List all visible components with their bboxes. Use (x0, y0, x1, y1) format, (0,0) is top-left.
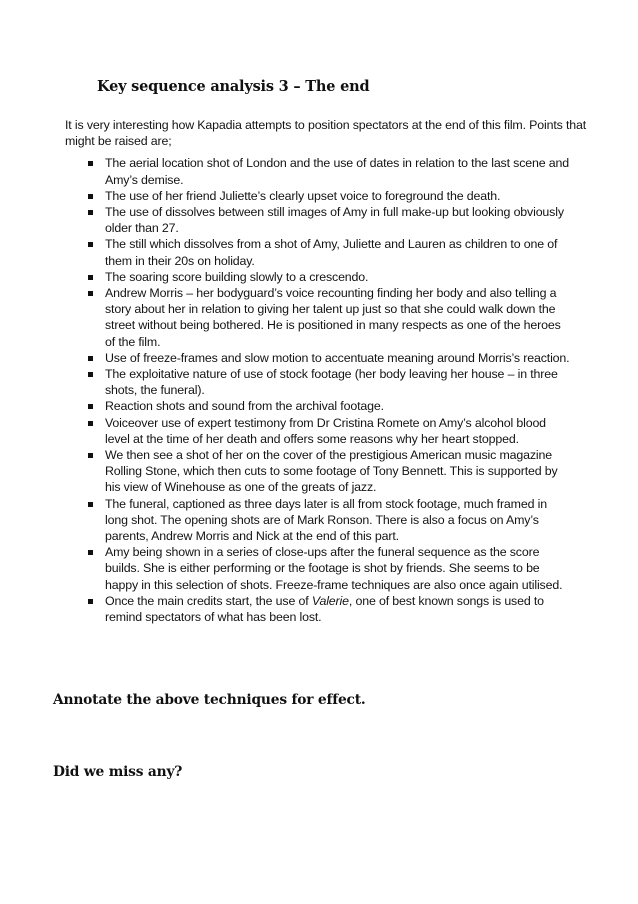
bullet-text: The funeral, captioned as three days later is all from stock footage, much framed in long shot. The opening shots are of Mark Ronson. There is also a focus on Amy’s parents, Andrew Morris and Nick at the end of this part. (105, 496, 547, 544)
bullet-item (105, 447, 570, 496)
bullet-item (105, 188, 570, 204)
song-title: Valerie (311, 593, 349, 608)
bullet-text: The still which dissolves from a shot of Amy, Juliette and Lauren as children to one of them in their 20s on holiday. (105, 237, 558, 268)
bullet-text: The exploitative nature of use of stock footage (her body leaving her house – in three shots, the funeral). (105, 367, 558, 398)
square-bullet-icon (88, 453, 93, 458)
bullet-item (105, 415, 570, 447)
bullet-item (105, 593, 570, 625)
bullet-text-before: Once the main credits start, the use of (105, 593, 312, 608)
bullet-item (105, 366, 570, 398)
bullet-text: Andrew Morris – her bodyguard’s voice recounting finding her body and also telling a story about her in relation to giving her talent up just so that she could walk down the street without being bothered. He is positioned in many respects as one of the heroes of the film. (105, 286, 561, 349)
bullet-item (105, 269, 570, 285)
square-bullet-icon (88, 372, 93, 377)
bullet-text: Amy being shown in a series of close-ups after the funeral sequence as the score builds. She is either performing or the footage is shot by friends. She seems to be happy in this selection of shots. Freeze-frame techniques are also once again utilised. (105, 545, 563, 592)
page-heading: Key sequence analysis 3 – The end (97, 78, 370, 95)
square-bullet-icon (88, 161, 93, 166)
bullet-text: The soaring score building slowly to a crescendo. (105, 269, 369, 284)
annotate-prompt: Annotate the above techniques for effect. (53, 692, 366, 708)
square-bullet-icon (88, 356, 93, 361)
bullet-text-after: , one of best known songs is used to remind spectators of what has been lost. (105, 593, 544, 625)
bullet-item (105, 398, 570, 414)
square-bullet-icon (88, 275, 93, 280)
bullet-item (105, 204, 570, 236)
bullet-item (105, 236, 570, 268)
intro-paragraph: It is very interesting how Kapadia attempts to position spectators at the end of this film. Points that might be raised are; (65, 118, 587, 149)
square-bullet-icon (88, 242, 93, 247)
bullet-text: Use of freeze-frames and slow motion to accentuate meaning around Morris’s reaction. (105, 350, 570, 365)
bullet-item (105, 350, 570, 366)
bullet-item (105, 496, 570, 545)
square-bullet-icon (88, 599, 93, 604)
bullet-text: Reaction shots and sound from the archival footage. (105, 399, 384, 414)
bullet-item (105, 544, 570, 593)
missed-prompt: Did we miss any? (53, 764, 183, 780)
bullet-item (105, 155, 570, 187)
square-bullet-icon (88, 210, 93, 215)
square-bullet-icon (88, 194, 93, 199)
square-bullet-icon (88, 291, 93, 296)
bullet-text: We then see a shot of her on the cover of the prestigious American music magazine Rolling Stone, which then cuts to some footage of Tony Bennett. This is supported by his view of Winehouse as one of the greats of jazz. (105, 448, 558, 495)
square-bullet-icon (88, 404, 93, 409)
bullet-text: The use of dissolves between still images of Amy in full make-up but looking obviously older than 27. (105, 205, 564, 236)
bullet-text: The aerial location shot of London and the use of dates in relation to the last scene and Amy’s demise. (105, 156, 570, 187)
bullet-text: Voiceover use of expert testimony from Dr Cristina Romete on Amy’s alcohol blood level at the time of her death and offers some reasons why her heart stopped. (105, 415, 546, 446)
bullet-item (105, 285, 570, 350)
square-bullet-icon (88, 421, 93, 426)
scanned-text-block (56, 112, 604, 656)
square-bullet-icon (88, 550, 93, 555)
square-bullet-icon (88, 502, 93, 507)
bullet-list (56, 155, 604, 625)
bullet-text: The use of her friend Juliette’s clearly upset voice to foreground the death. (105, 188, 501, 203)
